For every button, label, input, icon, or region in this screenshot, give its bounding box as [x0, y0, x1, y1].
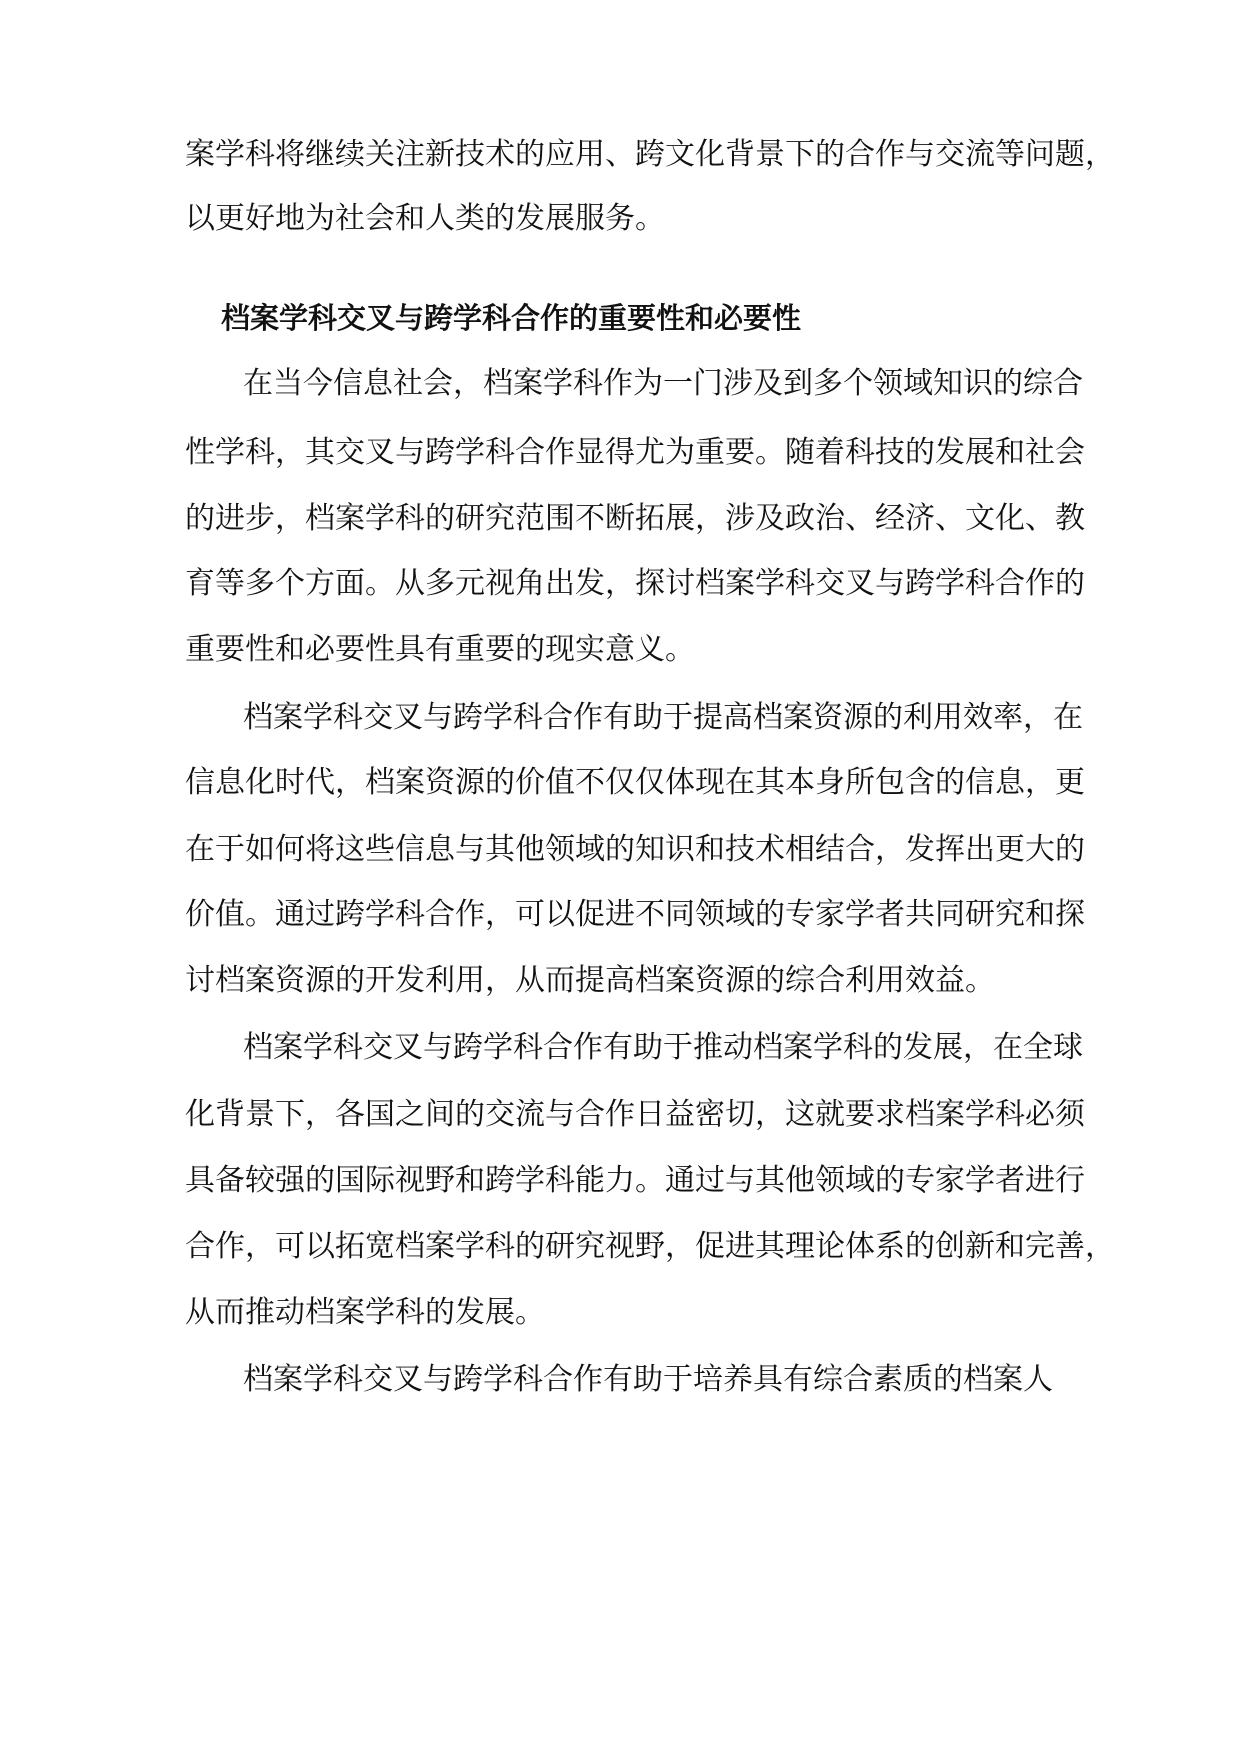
paragraph-line: 重要性和必要性具有重要的现实意义。: [185, 632, 695, 667]
paragraph-line: 的进步，档案学科的研究范围不断拓展，涉及政治、经济、文化、教: [185, 501, 1085, 536]
paragraph-line: 案学科将继续关注新技术的应用、跨文化背景下的合作与交流等问题，: [185, 137, 1115, 172]
paragraph-line: 价值。通过跨学科合作，可以促进不同领域的专家学者共同研究和探: [185, 897, 1085, 932]
paragraph-line: 在于如何将这些信息与其他领域的知识和技术相结合，发挥出更大的: [185, 832, 1085, 867]
section-heading: 档案学科交叉与跨学科合作的重要性和必要性: [221, 301, 802, 335]
paragraph-line: 档案学科交叉与跨学科合作有助于推动档案学科的发展，在全球: [243, 1030, 1083, 1065]
paragraph-line: 档案学科交叉与跨学科合作有助于提高档案资源的利用效率，在: [243, 700, 1083, 735]
paragraph-line: 档案学科交叉与跨学科合作有助于培养具有综合素质的档案人: [243, 1362, 1053, 1397]
paragraph-line: 讨档案资源的开发利用，从而提高档案资源的综合利用效益。: [185, 963, 995, 998]
paragraph-line: 以更好地为社会和人类的发展服务。: [185, 201, 665, 236]
paragraph-line: 从而推动档案学科的发展。: [185, 1295, 545, 1330]
paragraph-line: 育等多个方面。从多元视角出发，探讨档案学科交叉与跨学科合作的: [185, 566, 1085, 601]
paragraph-line: 具备较强的国际视野和跨学科能力。通过与其他领域的专家学者进行: [185, 1163, 1085, 1198]
paragraph-line: 在当今信息社会，档案学科作为一门涉及到多个领域知识的综合: [243, 366, 1083, 401]
paragraph-line: 化背景下，各国之间的交流与合作日益密切，这就要求档案学科必须: [185, 1097, 1085, 1132]
paragraph-line: 信息化时代，档案资源的价值不仅仅体现在其本身所包含的信息，更: [185, 765, 1085, 800]
paragraph-line: 性学科，其交叉与跨学科合作显得尤为重要。随着科技的发展和社会: [185, 435, 1085, 470]
paragraph-line: 合作，可以拓宽档案学科的研究视野，促进其理论体系的创新和完善，: [185, 1229, 1115, 1264]
